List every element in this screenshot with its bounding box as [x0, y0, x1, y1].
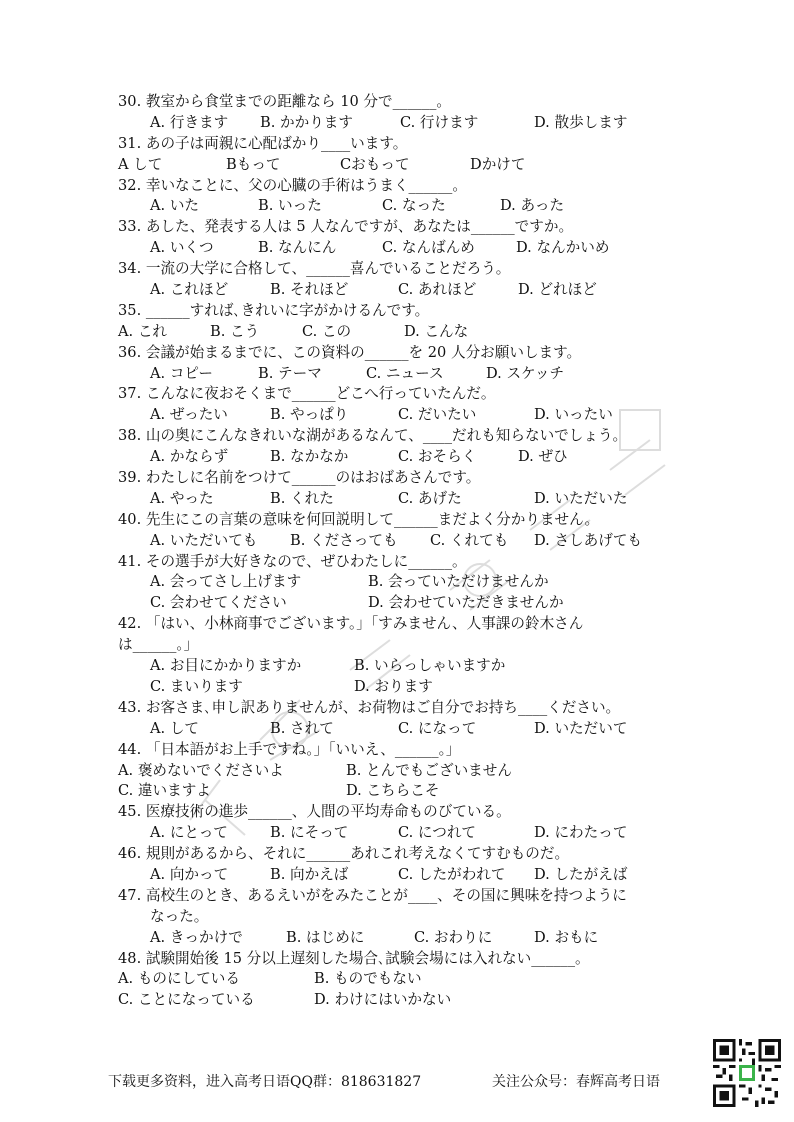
- options-42-row1: [118, 656, 678, 677]
- options-45: [118, 823, 678, 844]
- option-c: C. したがわれて: [398, 865, 506, 883]
- option-d: D. スケッチ: [486, 364, 565, 382]
- question-text: 30. 教室から食堂までの距離なら 10 分で______。: [118, 93, 451, 110]
- option-c: C. につれて: [398, 824, 477, 842]
- option-a: A. やった: [150, 489, 214, 507]
- question-43: [118, 698, 678, 719]
- option-b: B. されて: [270, 719, 334, 737]
- question-30: [118, 92, 678, 113]
- question-46: [118, 844, 678, 865]
- options-35: [118, 322, 678, 343]
- option-b: B. にそって: [270, 824, 349, 842]
- option-a: A. 行きます: [150, 113, 229, 131]
- option-b: B. 会っていただけませんか: [368, 573, 549, 591]
- option-c: C. なった: [382, 197, 446, 215]
- question-42: [118, 614, 678, 635]
- qr-code-icon: [713, 1039, 781, 1107]
- options-42-row2: [118, 677, 678, 698]
- question-42-cont: [118, 635, 678, 656]
- option-a: A. いただいても: [150, 531, 258, 549]
- question-31: [118, 134, 678, 155]
- question-38: [118, 426, 678, 447]
- options-48-row2: [118, 990, 678, 1011]
- question-34: [118, 259, 678, 280]
- option-b: B. いった: [258, 197, 322, 215]
- footer-wechat-account: 关注公众号：春辉高考日语: [492, 1074, 660, 1090]
- option-c: C. なんばんめ: [382, 239, 475, 257]
- option-c: C. ことになっている: [118, 991, 255, 1009]
- option-d: D. にわたって: [534, 824, 628, 842]
- footer-qq-group: 下载更多资料，进入高考日语QQ群：818631827: [108, 1074, 422, 1090]
- question-text: 39. わたしに名前をつけて______のはおばあさんです。: [118, 469, 481, 487]
- option-c: C. おそらく: [398, 448, 477, 466]
- question-list: [118, 92, 678, 1011]
- question-text: 41. その選手が大好きなので、ぜひわたしに______。: [118, 552, 467, 570]
- option-c: C. 違いますよ: [118, 782, 211, 800]
- option-d: D. いただいた: [534, 489, 628, 507]
- question-text: 44. 「日本語がお上手ですね。」「いいえ、______。」: [118, 740, 461, 758]
- option-b: Bもって: [226, 155, 281, 173]
- option-b: B. なかなか: [270, 448, 349, 466]
- options-37: [118, 405, 678, 426]
- option-a: A. コピー: [150, 364, 214, 382]
- options-40: [118, 531, 678, 552]
- options-41-row1: [118, 572, 678, 593]
- option-b: B. なんにん: [258, 239, 337, 257]
- options-47: [118, 928, 678, 949]
- options-43: [118, 719, 678, 740]
- question-37: [118, 384, 678, 405]
- option-c: C. この: [302, 322, 352, 340]
- question-text: 43. お客さま､申し訳ありませんが、お荷物はご自分でお持ち____ください。: [118, 698, 621, 716]
- options-33: [118, 238, 678, 259]
- options-38: [118, 447, 678, 468]
- options-44-row2: [118, 781, 678, 802]
- question-text-cont: は______。」: [118, 636, 199, 654]
- option-c: C. 会わせてください: [150, 594, 287, 612]
- option-a: A して: [118, 155, 163, 173]
- option-a: A. お目にかかりますか: [150, 657, 302, 675]
- option-d: D. したがえば: [534, 865, 628, 883]
- options-39: [118, 489, 678, 510]
- option-a: A. これ: [118, 322, 168, 340]
- option-b: B. くださっても: [290, 531, 398, 549]
- option-d: D. おもに: [534, 928, 599, 946]
- option-d: Dかけて: [470, 155, 526, 173]
- option-b: B. かかります: [260, 113, 353, 131]
- options-31: [118, 155, 678, 176]
- option-a: A. かならず: [150, 448, 229, 466]
- question-text: 33. あした、発表する人は 5 人なんですが、あなたは______ですか。: [118, 218, 574, 236]
- question-text: 32. 幸いなことに、父の心臓の手術はうまく______。: [118, 176, 467, 194]
- option-b: B. とんでもございません: [346, 761, 512, 779]
- option-d: D. あった: [500, 197, 565, 215]
- question-48: [118, 949, 678, 970]
- question-35: [118, 301, 678, 322]
- option-c: C. 行けます: [400, 113, 479, 131]
- option-a: A. いくつ: [150, 239, 214, 257]
- option-d: D. わけにはいかない: [314, 991, 452, 1009]
- option-d: D. いただいて: [534, 719, 628, 737]
- question-text: 42. 「はい、小林商事でございます。」「すみません、人事課の鈴木さん: [118, 615, 584, 633]
- question-32: [118, 176, 678, 197]
- option-c: Cおもって: [340, 155, 410, 173]
- option-d: D. こちらこそ: [346, 782, 440, 800]
- option-a: A. 向かって: [150, 865, 229, 883]
- question-text: 37. こんなに夜おそくまで______どこへ行っていたんだ。: [118, 385, 496, 403]
- question-text: 47. 高校生のとき、あるえいがをみたことが____、その国に興味を持つように: [118, 886, 627, 904]
- question-text: 40. 先生にこの言葉の意味を何回説明して______まだよく分かりません。: [118, 510, 600, 528]
- option-b: B. やっぱり: [270, 406, 349, 424]
- option-c: C. おわりに: [414, 928, 493, 946]
- option-a: A. にとって: [150, 824, 228, 842]
- options-32: [118, 196, 678, 217]
- question-41: [118, 552, 678, 573]
- option-b: B. ものでもない: [314, 970, 422, 988]
- question-text: 38. 山の奥にこんなきれいな湖があるなんて、____だれも知らないでしょう。: [118, 427, 628, 445]
- option-d: D. 散歩します: [534, 113, 628, 131]
- option-d: D. どれほど: [518, 281, 597, 299]
- question-47-cont: [118, 907, 678, 928]
- question-44: [118, 740, 678, 761]
- option-a: A. 会ってさし上げます: [150, 573, 302, 591]
- option-c: C. まいります: [150, 677, 243, 695]
- option-d: D. ぜひ: [518, 448, 568, 466]
- option-b: B. いらっしゃいますか: [354, 657, 506, 675]
- question-33: [118, 217, 678, 238]
- options-41-row2: [118, 593, 678, 614]
- options-46: [118, 865, 678, 886]
- question-40: [118, 510, 678, 531]
- question-45: [118, 802, 678, 823]
- option-d: D. なんかいめ: [516, 239, 610, 257]
- question-text: 34. 一流の大学に合格して、______喜んでいることだろう。: [118, 260, 511, 278]
- option-c: C. あれほど: [398, 281, 477, 299]
- options-36: [118, 364, 678, 385]
- question-text: 31. あの子は両親に心配ばかり____います。: [118, 134, 408, 152]
- options-44-row1: [118, 761, 678, 782]
- options-30: [118, 113, 678, 134]
- option-b: B. テーマ: [258, 364, 322, 382]
- question-text: 35. ______すれば､きれいに字がかけるんです。: [118, 301, 430, 319]
- options-34: [118, 280, 678, 301]
- option-d: D. 会わせていただきませんか: [368, 594, 564, 612]
- option-b: B. こう: [210, 322, 260, 340]
- option-d: D. おります: [354, 677, 433, 695]
- option-a: A. ものにしている: [118, 970, 240, 988]
- option-a: A. して: [150, 719, 200, 737]
- question-text: 36. 会議が始まるまでに、この資料の______を 20 人分お願いします。: [118, 343, 582, 361]
- options-48-row1: [118, 969, 678, 990]
- question-39: [118, 468, 678, 489]
- option-b: B. くれた: [270, 489, 334, 507]
- option-c: C. ニュース: [366, 364, 444, 382]
- option-a: A. きっかけで: [150, 928, 243, 946]
- option-b: B. 向かえば: [270, 865, 349, 883]
- option-c: C. くれても: [430, 531, 509, 549]
- question-text: 48. 試験開始後 15 分以上遅刻した場合､試験会場には入れない______。: [118, 949, 590, 967]
- option-d: D. こんな: [404, 322, 469, 340]
- option-d: D. さしあげても: [534, 531, 643, 549]
- option-c: C. になって: [398, 719, 477, 737]
- option-a: A. これほど: [150, 281, 229, 299]
- option-a: A. いた: [150, 197, 200, 215]
- question-text: 46. 規則があるから、それに______あれこれ考えなくてすむものだ。: [118, 845, 570, 863]
- question-47: [118, 886, 678, 907]
- option-b: B. はじめに: [286, 928, 365, 946]
- option-b: B. それほど: [270, 281, 349, 299]
- option-c: C. だいたい: [398, 406, 477, 424]
- option-d: D. いったい: [534, 406, 613, 424]
- question-text-cont: なった。: [150, 907, 209, 925]
- question-36: [118, 343, 678, 364]
- question-text: 45. 医療技術の進歩______、人間の平均寿命ものびている。: [118, 803, 511, 821]
- option-a: A. ぜったい: [150, 406, 228, 424]
- option-c: C. あげた: [398, 489, 462, 507]
- option-a: A. 褒めないでくださいよ: [118, 761, 284, 779]
